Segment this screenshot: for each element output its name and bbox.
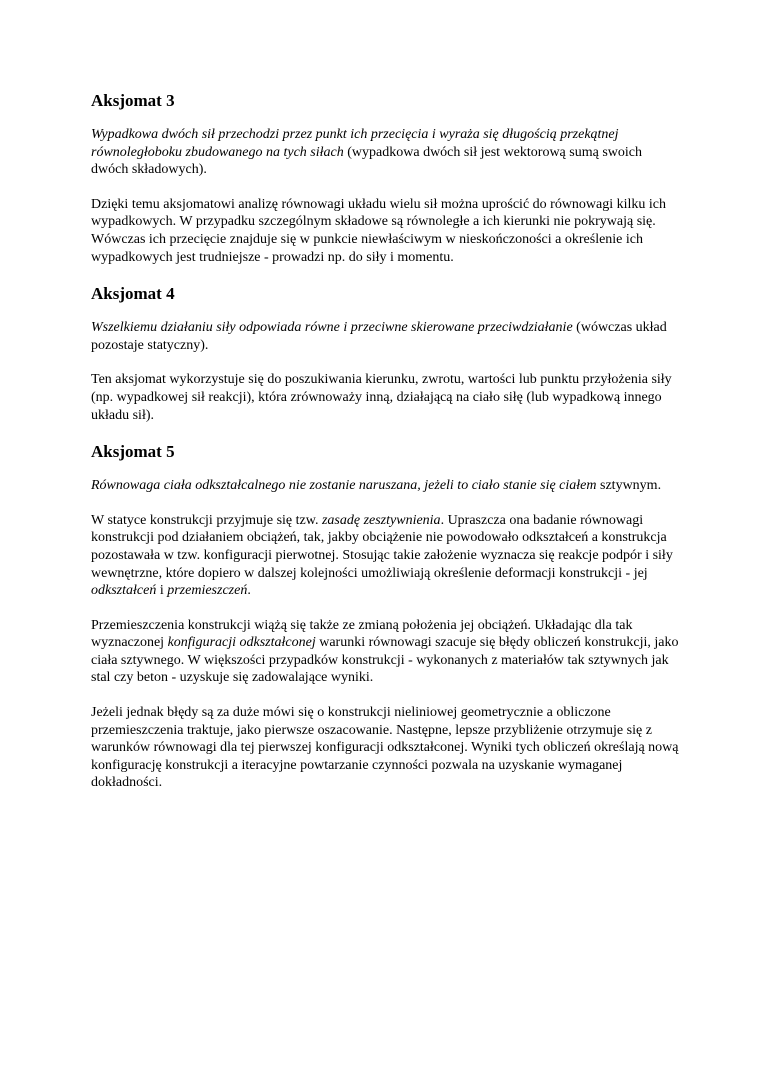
section-aksjomat-4 [91,283,681,424]
text-run: . [247,583,251,599]
italic-term: odkształceń [91,583,157,599]
text-run: i [156,583,168,599]
section-heading: Aksjomat 3 [91,91,175,110]
document-page [91,90,681,809]
section-aksjomat-5 [91,441,681,792]
section-heading: Aksjomat 5 [91,442,175,462]
text-run: W statyce konstrukcji przyjmuje się tzw. [91,512,322,528]
body-paragraph: Jeżeli jednak błędy są za duże mówi się o konstrukcji nieliniowej geometrycznie a obliczone przemieszczenia traktuje, jako pierwsze oszacowanie. Następne, lepsze przybliżenie otrzymuje się z warunków równowagi dla tej pierwszej konfiguracji odkształconej. Wyniki tych obliczeń określają nową konfigurację konstrukcji a iteracyjne powtarzanie czynności pozwala na uzyskanie wymaganej dokładności. [91,705,679,791]
text-run: warunki równowagi szacuje się błędy obliczeń konstrukcji, jako ciała sztywnego. W większości przypadków konstrukcji - wykonanych z materiałów tak sztywnych jak stal czy beton - uzyskuje się zadowalające wyniki. [91,635,679,686]
italic-term: zasadę zesztywnienia [321,512,441,528]
axiom-statement [91,126,681,179]
section-heading: Aksjomat 4 [91,284,175,304]
axiom-statement [91,319,681,354]
axiom-italic-text: Wypadkowa dwóch sił przechodzi przez punkt ich przecięcia i wyraża się długością przekątnej równoległoboku zbudowanego na tych siłach [91,127,619,160]
body-paragraph: Dzięki temu aksjomatowi analizę równowagi układu wielu sił można uprościć do równowagi kilku ich wypadkowych. W przypadku szczególnym składowe są równoległe a ich kierunki nie pokrywają się. Wówczas ich przecięcie znajduje się w punkcie niewłaściwym w nieskończoności a określenie ich wypadkowych jest trudniejsze - prowadzi np. do siły i momentu. [91,196,667,265]
axiom-italic-text: Równowaga ciała odkształcalnego nie zostanie naruszana, jeżeli to ciało stanie się ciałem [91,478,597,494]
italic-term: konfiguracji odkształconej [167,635,316,651]
section-aksjomat-3 [91,90,681,266]
axiom-italic-text: Wszelkiemu działaniu siły odpowiada równe i przeciwne skierowane przeciwdziałanie [91,320,573,336]
body-paragraph [91,512,681,600]
text-run: . Upraszcza ona badanie równowagi konstrukcji pod działaniem obciążeń, tak, jakby obciążenie nie powodowało odkształceń a konstrukcja pozostawała w tzw. konfiguracji pierwotnej. Stosując takie założenie wyznacza się reakcje podpór i siły wewnętrzne, które dopiero w dalszej kolejności umożliwiają określenie deformacji konstrukcji - jej [91,512,673,581]
axiom-note: (wówczas układ pozostaje statyczny). [91,320,667,353]
axiom-statement [91,477,681,495]
body-paragraph: Ten aksjomat wykorzystuje się do poszukiwania kierunku, zwrotu, wartości lub punktu przyłożenia siły (np. wypadkowej sił reakcji), która zrównoważy inną, działającą na ciało siłę (lub wypadkową innego układu sił). [91,372,672,423]
axiom-note: sztywnym. [596,478,662,494]
axiom-note: (wypadkowa dwóch sił jest wektorową sumą swoich dwóch składowych). [91,144,642,178]
text-run: Przemieszczenia konstrukcji wiążą się także ze zmianą położenia jej obciążeń. Układając dla tak wyznaczonej [91,617,633,651]
body-paragraph [91,617,681,687]
italic-term: przemieszczeń [167,583,248,599]
